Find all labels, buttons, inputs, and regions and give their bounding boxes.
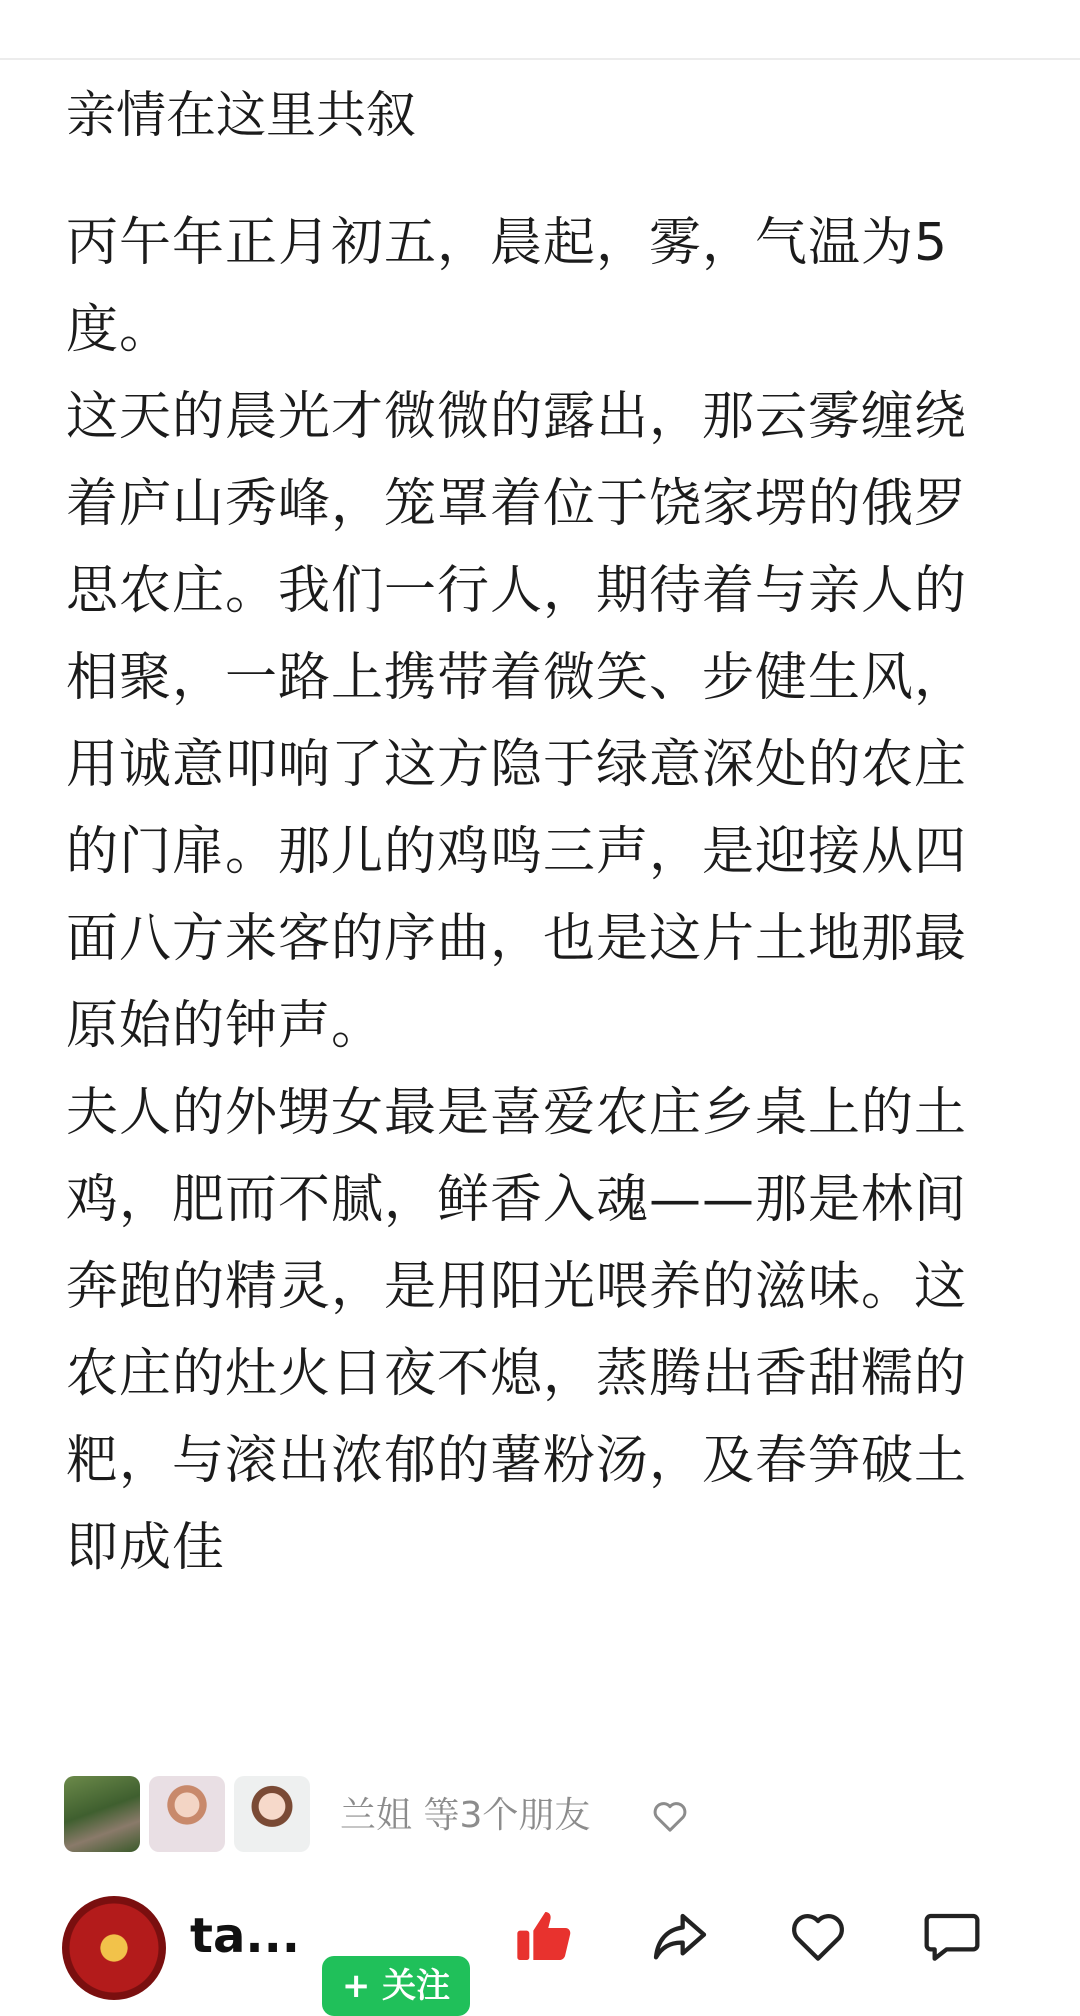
paragraph-1: 丙午年正月初五，晨起，雾，气温为5度。 xyxy=(66,213,949,360)
friends-like-bar[interactable] xyxy=(0,1752,1080,1856)
paragraph-2: 这天的晨光才微微的露出，那云雾缠绕着庐山秀峰，笼罩着位于饶家塄的俄罗思农庄。我们一行人，期待着与亲人的相聚，一路上携带着微笑、步健生风，用诚意叩响了这方隐于绿意深处的农庄的门扉。那儿的鸡鸣三声，是迎接从四面八方来客的序曲，也是这片土地那最原始的钟声。 xyxy=(66,387,968,1056)
heart-icon[interactable] xyxy=(786,1904,850,1968)
bottom-action-bar xyxy=(0,1856,1080,2006)
follow-button[interactable]: + 关注 xyxy=(322,1956,470,2016)
paragraph-3: 夫人的外甥女最是喜爱农庄乡桌上的土鸡，肥而不腻，鲜香入魂——那是林间奔跑的精灵，是用阳光喂养的滋味。这农庄的灶火日夜不熄，蒸腾出香甜糯的粑，与滚出浓郁的薯粉汤，及春笋破土即成佳 xyxy=(66,1083,968,1578)
friend-avatar[interactable] xyxy=(64,1776,140,1852)
share-arrow-icon[interactable] xyxy=(648,1904,712,1968)
friend-avatar[interactable] xyxy=(149,1776,225,1852)
heart-outline-icon xyxy=(650,1796,690,1836)
comment-bubble-icon[interactable] xyxy=(920,1904,984,1968)
article-title: 亲情在这里共叙 xyxy=(66,86,416,144)
friend-avatar[interactable] xyxy=(234,1776,310,1852)
article-body xyxy=(66,200,996,1752)
author-avatar[interactable] xyxy=(62,1896,166,2000)
friends-like-text: 兰姐 等3个朋友 xyxy=(340,1795,591,1836)
thumbs-up-icon[interactable] xyxy=(512,1904,576,1968)
top-divider xyxy=(0,58,1080,60)
author-name[interactable]: ta... xyxy=(190,1908,301,1964)
